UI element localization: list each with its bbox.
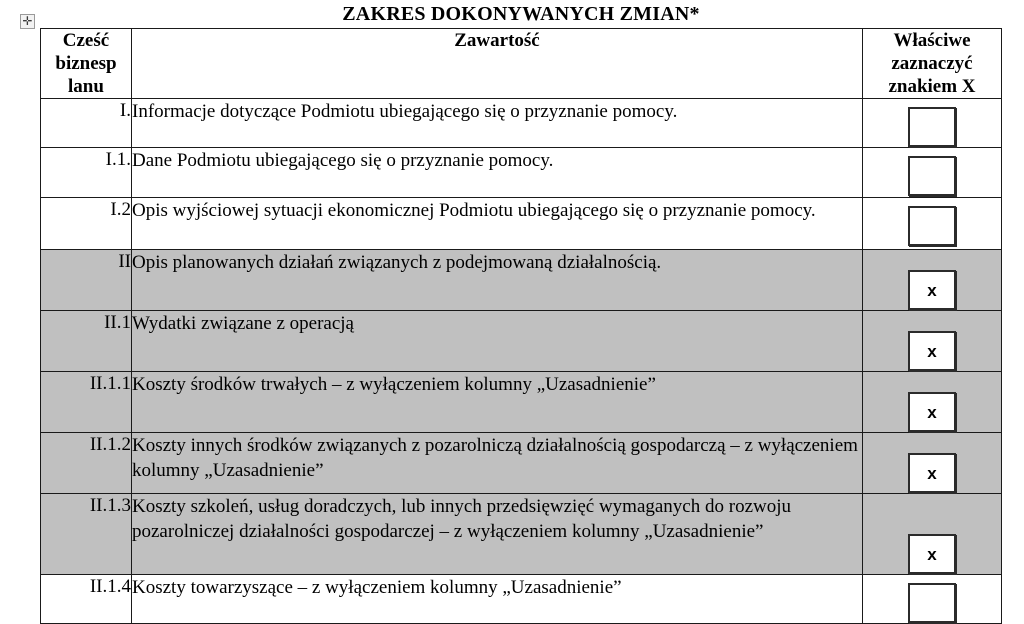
column-header-part-line3: lanu [68,76,104,97]
table-row [41,494,1002,575]
checkbox-holder [863,575,1001,623]
checkbox-holder [863,494,1001,574]
table-body [41,99,1002,624]
cell-part-number: II.1.1 [41,372,132,433]
checkbox-checked[interactable]: x [908,331,956,371]
checkbox-holder [863,148,1001,196]
cell-part-number: I.1. [41,148,132,198]
column-header-mark-line2: zaznaczyć [891,53,973,74]
cell-mark [863,372,1002,433]
checkbox-checked[interactable]: x [908,392,956,432]
cell-part-number: II.1 [41,311,132,372]
cell-mark [863,148,1002,198]
table-row [41,372,1002,433]
cell-content-description: Wydatki związane z operacją [132,311,863,372]
column-header-mark [863,29,1002,99]
column-header-content: Zawartość [132,29,863,99]
cell-mark [863,198,1002,250]
checkbox-holder [863,372,1001,432]
checkbox-holder [863,99,1001,147]
cell-mark [863,250,1002,311]
table-header [41,29,1002,99]
cell-content-description: Dane Podmiotu ubiegającego się o przyznanie pomocy. [132,148,863,198]
cell-content-description: Koszty środków trwałych – z wyłączeniem kolumny „Uzasadnienie” [132,372,863,433]
cell-part-number: I.2 [41,198,132,250]
checkbox-holder [863,311,1001,371]
checkbox-holder [863,250,1001,310]
cell-content-description: Koszty szkoleń, usług doradczych, lub innych przedsięwzięć wymaganych do rozwoju pozarolniczej działalności gospodarczej – z wyłączeniem kolumny „Uzasadnienie” [132,494,863,575]
checkbox-empty[interactable] [908,156,956,196]
column-header-part-line2: biznesp [55,53,117,74]
cell-content-description: Opis wyjściowej sytuacji ekonomicznej Podmiotu ubiegającego się o przyznanie pomocy. [132,198,863,250]
cell-content-description: Opis planowanych działań związanych z podejmowaną działalnością. [132,250,863,311]
checkbox-empty[interactable] [908,206,956,246]
checkbox-holder [863,198,1001,246]
cell-mark [863,99,1002,148]
checkbox-holder [863,433,1001,493]
checkbox-checked[interactable]: x [908,270,956,310]
checkbox-empty[interactable] [908,583,956,623]
cell-mark [863,311,1002,372]
cell-mark [863,433,1002,494]
cell-mark [863,494,1002,575]
cell-content-description: Koszty towarzyszące – z wyłączeniem kolumny „Uzasadnienie” [132,575,863,624]
cell-part-number: II.1.2 [41,433,132,494]
table-row [41,311,1002,372]
column-header-part [41,29,132,99]
table-row [41,250,1002,311]
column-header-mark-line1: Właściwe [893,30,971,51]
cell-part-number: II.1.4 [41,575,132,624]
table-row [41,575,1002,624]
page-title: ZAKRES DOKONYWANYCH ZMIAN* [342,3,700,25]
table-row [41,99,1002,148]
table-row [41,148,1002,198]
checkbox-checked[interactable]: x [908,534,956,574]
checkbox-empty[interactable] [908,107,956,147]
cell-part-number: II.1.3 [41,494,132,575]
zakres-table-wrapper [40,28,1001,624]
table-row [41,198,1002,250]
column-header-part-line1: Cześć [62,30,110,51]
checkbox-checked[interactable]: x [908,453,956,493]
table-header-row [41,29,1002,99]
table-move-handle[interactable]: ✛ [20,14,35,29]
cell-part-number: I. [41,99,132,148]
zakres-table [40,28,1002,624]
table-row [41,433,1002,494]
column-header-mark-line3: znakiem X [888,76,976,97]
cell-content-description: Informacje dotyczące Podmiotu ubiegającego się o przyznanie pomocy. [132,99,863,148]
cell-part-number: II [41,250,132,311]
cell-mark [863,575,1002,624]
cell-content-description: Koszty innych środków związanych z pozarolniczą działalnością gospodarczą – z wyłączeniem kolumny „Uzasadnienie” [132,433,863,494]
